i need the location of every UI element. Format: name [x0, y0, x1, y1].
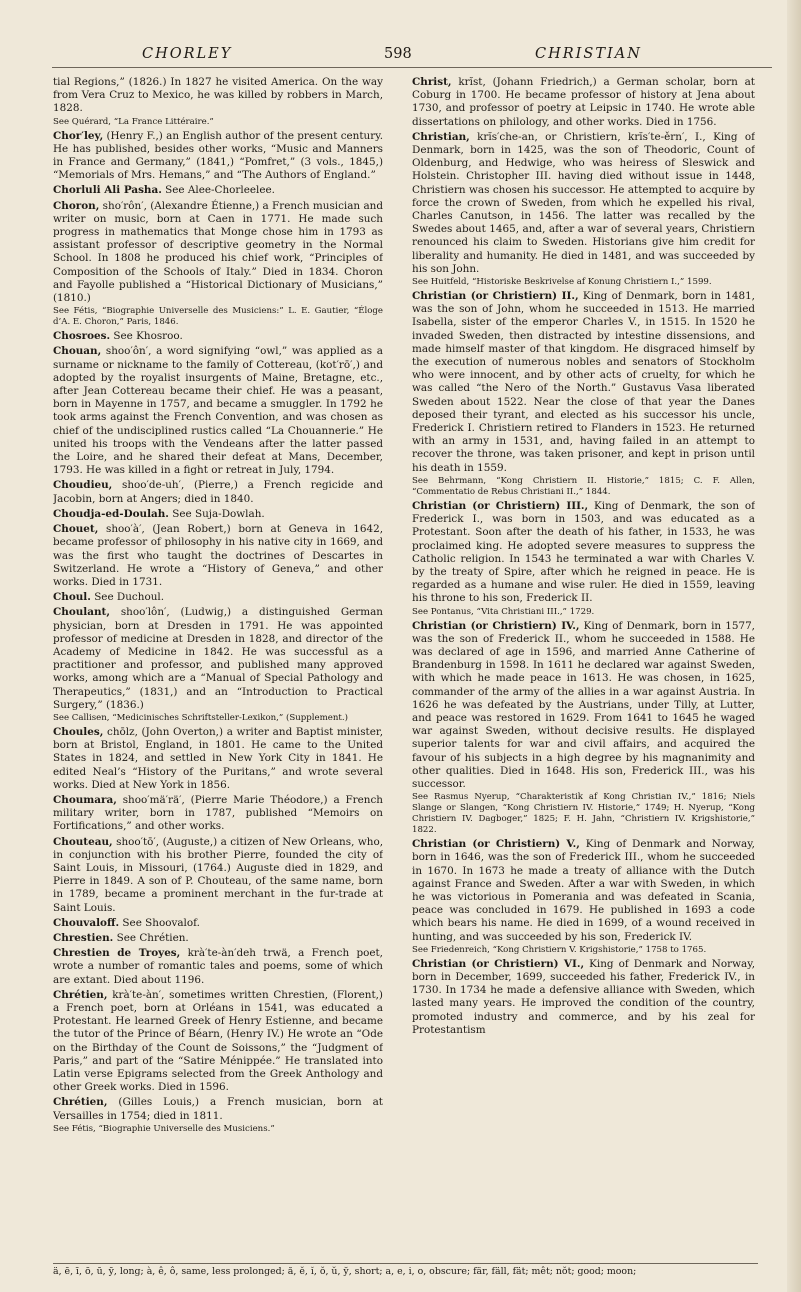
entry	[53, 345, 383, 477]
entry-text: King of Denmark, born in 1577, was the son of Frederick II., whom he succeeded in 1588. He was declared of age in 1596, and married Anne Catherine of Brandenburg in 1598. In 1611 he declared war against Sweden, with which he made peace in 1613. He was chosen, in 1625, commander of the army of the allies in a war against Austria. In 1626 he was defeated by the Austrians, under Tilly, at Lutter, and peace was restored in 1629. From 1641 to 1645 he waged war against Sweden, without decisive results. He displayed superior talents for war and civil affairs, and acquired the favour of his subjects in a high degree by his magnanimity and other qualities. Died in 1648. His son, Frederick III., was his successor.	[412, 619, 755, 790]
entry-headword: Choudieu,	[53, 479, 113, 492]
right-column	[412, 76, 755, 1254]
entry-text: See Chrétien.	[116, 931, 189, 944]
entry-headword: Christian (or Christiern) IV.,	[412, 619, 580, 632]
entry-headword: Chouet,	[53, 523, 99, 536]
entry-text: See Suja-Dowlah.	[172, 507, 265, 520]
entry-headword: Christian (or Christiern) V.,	[412, 838, 580, 851]
entry-headword: Chrétien,	[53, 1096, 108, 1109]
entry-headword: Choumara,	[53, 793, 117, 806]
page-number: 598	[384, 46, 412, 62]
entry-headword: Christian (or Christiern) VI.,	[412, 957, 585, 970]
entry-text: sho′rôn′, (Alexandre Étienne,) a French musician and writer on music, born at Caen in 1771. He made such progress in mathematics that Monge chose him in 1793 as assistant professor of descriptive geometry in the Normal School. In 1808 he produced his chief work, “Principles of Composition of the Schools of Italy.” Died in 1834. Choron and Fayolle published a “Historical Dictionary of Musicians,” (1810.)	[53, 199, 383, 305]
entry	[53, 989, 383, 1095]
page-edge	[787, 0, 801, 1292]
entry-text: (Gilles Louis,) a French musician, born at Versailles in 1754; died in 1811.	[53, 1096, 383, 1122]
entry-text: tial Regions,” (1826.) In 1827 he visited America. On the way from Vera Cruz to Mexico, he was killed by robbers in March, 1828.	[53, 76, 383, 115]
entry-text: See Duchoul.	[94, 591, 165, 604]
entry-headword: Chrétien,	[53, 988, 108, 1001]
entry-headword: Chorluli Ali Pasha.	[53, 184, 162, 197]
entry-text: See Alee-Chorleelee.	[165, 184, 275, 197]
entry-headword: Choul.	[53, 591, 91, 604]
entry-headword: Chrestien de Troyes,	[53, 947, 181, 960]
entry-text: shoo′ôn′, a word signifying “owl,” was applied as a surname or nickname to the family of Cottereau, (kot′rō′,) and adopted by the royalist insurgents of Maine, Bretagne, etc., after Jean Cottereau became their chief. He was a peasant, born in Mayenne in 1757, and became a smuggler. In 1792 he took arms against the French Convention, and was chosen as chief of the undisciplined rustics called “La Chouannerie.” He united his troops with the Vendeans after the latter passed the Loire, and he shared their defeat at Mans, December, 1793. He was killed in a fight or retreat in July, 1794.	[53, 345, 383, 477]
entry-reference-note: See Fétis, “Biographie Universelle des Musiciens.”	[53, 1123, 275, 1134]
entry-text: chōlz, (John Overton,) a writer and Baptist minister, born at Bristol, England, in 1801. He came to the United States in 1824, and settled in New York City in 1841. He edited Neal’s “History of the Puritans,” and wrote several works. Died at New York in 1856.	[53, 725, 383, 791]
entry-text: krĭs′che-an, or Christiern, krĭs′te-ěrn′, I., King of Denmark, born in 1425, was the son of Theodoric, Count of Oldenburg, and Hedwige, who was heiress of Sleswick and Holstein. Christopher III. having died without issue in 1448, Christiern was chosen his successor. He attempted to acquire by force the crown of Sweden, from which he expelled his rival, Charles Canutson, in 1456. The latter was recalled by the Swedes about 1465, and, after a war of several years, Christiern renounced his claim to Sweden. Historians give him credit for liberality and humanity. He died in 1481, and was succeeded by his son John.	[412, 130, 755, 275]
entry-text: shoo′mä′rä′, (Pierre Marie Théodore,) a French military writer, born in 1787, published “Memoirs on Fortifications,” and other works.	[53, 793, 383, 833]
entry-headword: Christ,	[412, 76, 452, 88]
entry-headword: Chosroes.	[53, 330, 111, 343]
entry	[53, 947, 383, 987]
entry-text: krà′te-àn′, sometimes written Chrestien, (Florent,) a French poet, born at Orléans in 1541, was educated a Protestant. He learned Greek of Henry Estienne, and became the tutor of the Prince of Béarn, (Henry IV.) He wrote an “Ode on the Birthday of the Count de Soissons,” the “Judgment of Paris,” and part of the “Satire Ménippée.” He translated into Latin verse Epigrams selected from the Greek Anthology and other Greek works. Died in 1596.	[53, 988, 383, 1094]
entry	[53, 330, 383, 343]
entry-text: shoo′lôn′, (Ludwig,) a distinguished German physician, born at Dresden in 1791. He was appointed professor of medicine at Dresden in 1828, and director of the Academy of Medicine in 1842. He was successful as a practitioner and professor, and published many approved works, among which are a “Manual of Special Pathology and Therapeutics,” (1831,) and an “Introduction to Practical Surgery,” (1836.)	[53, 606, 383, 711]
entry-headword: Choudja-ed-Doulah.	[53, 507, 169, 520]
entry	[412, 620, 755, 792]
entry-headword: Chouan,	[53, 345, 102, 358]
entry	[53, 794, 383, 834]
entry	[412, 76, 755, 129]
entry-headword: Choules,	[53, 725, 104, 738]
entry-text: krà′te-àn′deh trwä, a French poet, wrote a number of romantic tales and poems, some of which are extant. Died about 1196.	[53, 947, 383, 986]
entry-text: See Shoovalof.	[122, 916, 200, 929]
entry	[53, 836, 383, 915]
entry	[412, 838, 755, 944]
entry-reference-note: See Quérard, “La France Littéraire.”	[53, 116, 214, 127]
entry-headword: Christian (or Christiern) II.,	[412, 290, 579, 303]
entry	[412, 290, 755, 475]
entry-reference-note: See Pontanus, “Vita Christiani III.,” 1729.	[412, 606, 595, 617]
entry-text: krĭst, (Johann Friedrich,) a German scholar, born at Coburg in 1700. He became professor of history at Jena about 1730, and professor of poetry at Leipsic in 1740. He wrote able dissertations on philology, and other works. Died in 1756.	[412, 76, 755, 128]
entry-text: See Khosroo.	[113, 330, 183, 343]
left-column	[53, 76, 383, 1254]
header-rule	[52, 67, 772, 68]
entry-text: shoo′tō′, (Auguste,) a citizen of New Orleans, who, in conjunction with his brother Pierre, founded the city of Saint Louis, in Missouri, (1764.) Auguste died in 1829, and Pierre in 1849. A son of P. Chouteau, of the same name, born in 1789, became a prominent merchant in the fur-trade at Saint Louis.	[53, 835, 383, 914]
entry-text: shoo′de-uh′, (Pierre,) a French regicide and Jacobin, born at Angers; died in 1840.	[53, 479, 383, 505]
entry	[53, 606, 383, 712]
entry-reference-note: See Fétis, “Biographie Universelle des Musiciens:” L. E. Gautier, “Éloge d’A. E. Choron,” Paris, 1846.	[53, 306, 383, 328]
entry	[53, 932, 383, 945]
entry-headword: Christian,	[412, 130, 470, 143]
entry-text: King of Denmark, born in 1481, was the son of John, whom he succeeded in 1513. He married Isabella, sister of the emperor Charles V., in 1515. In 1520 he invaded Sweden, then distracted by intestine dissensions, and made himself master of that kingdom. He disgraced himself by the execution of numerous nobles and senators of Stockholm who were innocent, and by other acts of cruelty, for which he was called “the Nero of the North.” Gustavus Vasa liberated Sweden about 1522. Near the close of that year the Danes deposed their tyrant, and elected as his successor his uncle, Frederick I. Christiern retired to Flanders in 1523. He returned with an army in 1531, and, having failed in an attempt to recover the throne, was taken prisoner, and kept in prison until his death in 1559.	[412, 290, 755, 474]
entry	[53, 917, 383, 930]
entry	[53, 523, 383, 589]
entry	[53, 1096, 383, 1122]
entry	[412, 958, 755, 1037]
entry	[412, 131, 755, 276]
entry	[53, 591, 383, 604]
entry	[53, 76, 383, 116]
entry	[412, 500, 755, 606]
entry	[53, 508, 383, 521]
entry-reference-note: See Behrmann, “Kong Christiern II. Historie,” 1815; C. F. Allen, “Commentatio de Rebus Christiani II.,” 1844.	[412, 475, 755, 497]
entry-reference-note: See Huitfeld, “Historiske Beskrivelse af Konung Christiern I.,” 1599.	[412, 277, 712, 288]
entry-reference-note: See Callisen, “Medicinisches Schriftsteller-Lexikon,” (Supplement.)	[53, 712, 348, 723]
entry-text: (Henry F.,) an English author of the present century. He has published, besides other works, “Music and Manners in France and Germany,” (1841,) “Pomfret,” (3 vols., 1845,) “Memorials of Mrs. Hemans,” and “The Authors of England.”	[53, 129, 383, 182]
entry-text: shoo′à′, (Jean Robert,) born at Geneva in 1642, became professor of philosophy in his native city in 1669, and was the first who taught the doctrines of Descartes in Switzerland. He wrote a “History of Geneva,” and other works. Died in 1731.	[53, 523, 383, 588]
entry-headword: Choron,	[53, 199, 100, 212]
entry-text: King of Denmark and Norway, born in 1646, was the son of Frederick III., whom he succeeded in 1670. In 1673 he made a treaty of alliance with the Dutch against France and Sweden. After a war with Sweden, in which he was victorious in Pomerania and was defeated in Scania, peace was concluded in 1679. He published in 1693 a code which bears his name. He died in 1699, of a wound received in hunting, and was succeeded by his son, Frederick IV.	[412, 838, 755, 943]
entry-headword: Choulant,	[53, 606, 110, 619]
pronunciation-key: ä, ē, ī, ō, ū, ȳ, long; à, ê, ô, same, less prolonged; ă, ĕ, ĭ, ŏ, ŭ, y̆, short; a, e, i, o, obscure; fär, fäll, fät; mêt; nŏt; good; moon;	[53, 1263, 758, 1282]
entry-reference-note: See Rasmus Nyerup, “Charakteristik af Kong Christian IV.,” 1816; Niels Slange or Slangen, “Kong Christiern IV. Historie,” 1749; H. Nyerup, “Kong Christiern IV. Dagboger,” 1825; F. H. Jahn, “Christiern IV. Krigshistorie,” 1822.	[412, 792, 755, 836]
entry	[53, 184, 383, 197]
entry-headword: Chrestien.	[53, 931, 114, 944]
entry-headword: Chor′ley,	[53, 129, 104, 142]
header-left-word: CHORLEY	[142, 46, 233, 62]
entry	[53, 726, 383, 792]
entry-headword: Chouteau,	[53, 835, 113, 848]
entry	[53, 130, 383, 183]
entry-reference-note: See Friedenreich, “Kong Christiern V. Krigshistorie,” 1758 to 1765.	[412, 944, 707, 955]
entry	[53, 479, 383, 505]
entry-headword: Chouvaloff.	[53, 916, 120, 929]
header-right-word: CHRISTIAN	[535, 46, 642, 62]
entry-text: King of Denmark and Norway, born in December, 1699, succeeded his father, Frederick IV., in 1730. In 1734 he made a defensive alliance with Sweden, which lasted many years. He improved the condition of the country, promoted industry and commerce, and by his zeal for Protestantism	[412, 957, 755, 1036]
entry	[53, 200, 383, 306]
entry-headword: Christian (or Christiern) III.,	[412, 499, 589, 512]
entry-text: King of Denmark, the son of Frederick I., was born in 1503, and was educated as a Protestant. Soon after the death of his father, in 1533, he was proclaimed king. He adopted severe measures to suppress the Catholic religion. In 1543 he terminated a war with Charles V. by the treaty of Spire, after which he reigned in peace. He is regarded as a humane and wise ruler. He died in 1559, leaving his throne to his son, Frederick II.	[412, 499, 755, 605]
